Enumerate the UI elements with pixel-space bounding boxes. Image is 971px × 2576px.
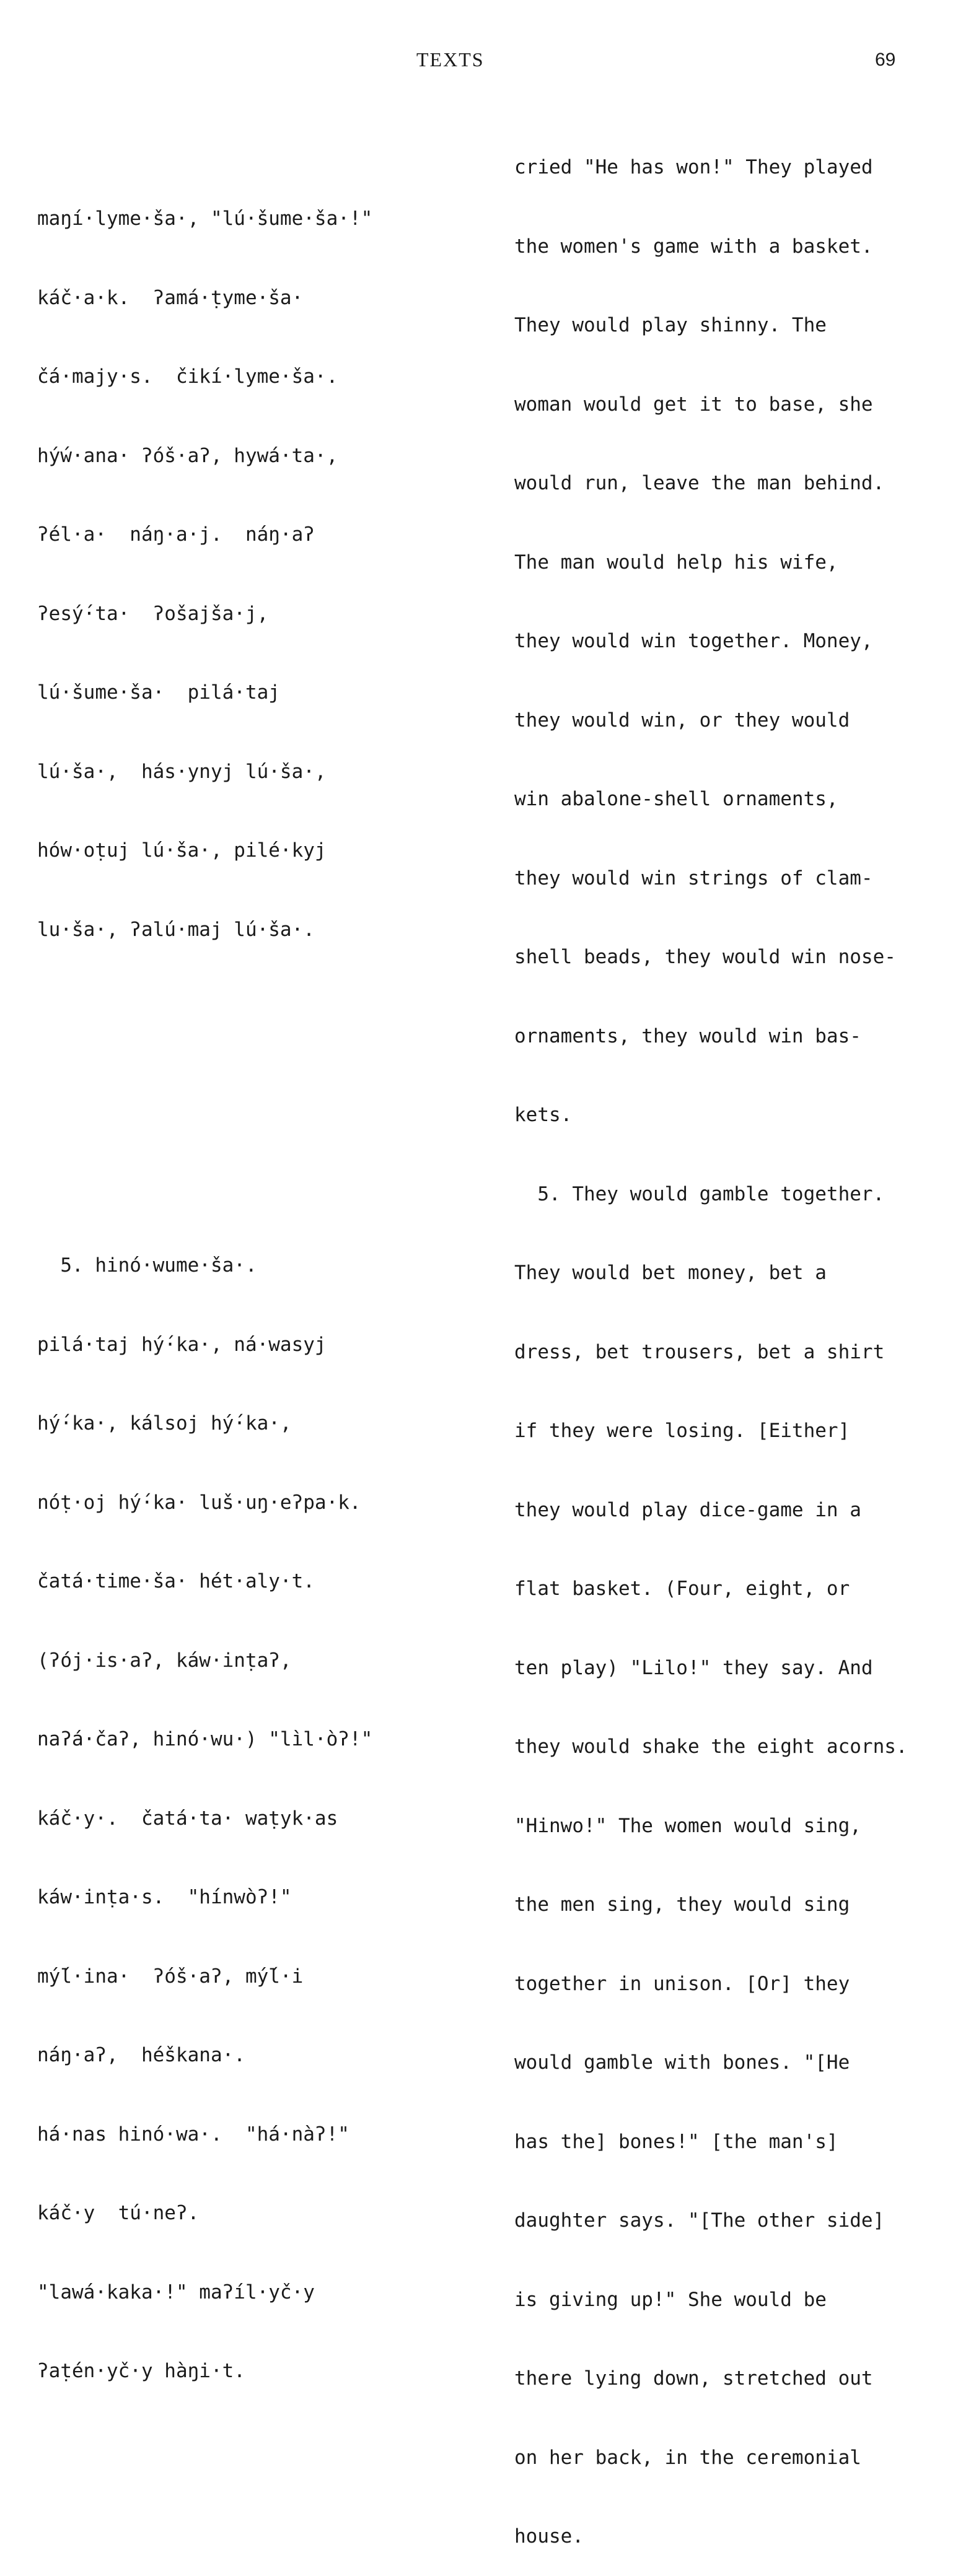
text-line: the men sing, they would sing — [514, 1893, 850, 1916]
text-line: káč·y tú·neʔ. — [37, 2202, 200, 2224]
text-line: nóṭ·oj hý́·ka· luš·uŋ·eʔpa·k. — [37, 1491, 361, 1514]
text-line: together in unison. [Or] they — [514, 1972, 850, 1995]
text-line: lú·ša·, hás·ynyj lú·ša·, — [37, 760, 327, 783]
text-line: naʔá·čaʔ, hinó·wu·) "lìl·òʔ!" — [37, 1728, 373, 1750]
translation-column — [514, 102, 908, 2576]
text-line: ornaments, they would win bas- — [514, 1024, 861, 1047]
text-line: They would play shinny. The — [514, 314, 827, 336]
text-line: ten play) "Lilo!" they say. And — [514, 1656, 873, 1679]
text-line: hý́·ka·, kálsoj hý́·ka·, — [37, 1412, 292, 1434]
text-line: cried "He has won!" They played — [514, 156, 873, 178]
text-line: káč·a·k. ʔamá·ṭyme·ša· — [37, 286, 304, 309]
text-line: (ʔój·is·aʔ, káw·inṭaʔ, — [37, 1649, 292, 1672]
text-line: hý́w·ana· ʔóš·aʔ, hywá·ta·, — [37, 444, 338, 467]
text-line: would gamble with bones. "[He — [514, 2051, 850, 2074]
text-line: they would win, or they would — [514, 709, 850, 731]
text-line: they would win strings of clam- — [514, 867, 873, 889]
text-line: hów·oṭuj lú·ša·, pilé·kyj — [37, 839, 327, 862]
text-line: they would win together. Money, — [514, 630, 873, 652]
text-line: mý́l·ina· ʔóš·aʔ, mý́l·i — [37, 1965, 304, 1988]
page-number: 69 — [875, 50, 896, 70]
text-line: čá·majy·s. čikí·lyme·ša·. — [37, 365, 338, 388]
native-text-column — [37, 100, 372, 2463]
running-title: TEXTS — [416, 48, 485, 71]
text-line: woman would get it to base, she — [514, 393, 873, 416]
text-line: čatá·time·ša· hét·aly·t. — [37, 1570, 315, 1592]
text-line: there lying down, stretched out — [514, 2367, 873, 2390]
text-line: has the] bones!" [the man's] — [514, 2130, 838, 2153]
text-line: 5. hinó·wume·ša·. — [37, 1254, 257, 1277]
text-line: house. — [514, 2525, 584, 2548]
text-line: há·nas hinó·wa·. "há·nàʔ!" — [37, 2123, 349, 2146]
text-line: win abalone-shell ornaments, — [514, 788, 838, 810]
text-line: shell beads, they would win nose- — [514, 946, 896, 968]
text-line: is giving up!" She would be — [514, 2288, 827, 2311]
text-line: náŋ·aʔ, héškana·. — [37, 2044, 245, 2066]
text-line: flat basket. (Four, eight, or — [514, 1578, 850, 1600]
text-line: on her back, in the ceremonial — [514, 2446, 861, 2469]
text-line: maŋí·lyme·ša·, "lú·šume·ša·!" — [37, 207, 373, 230]
text-line: they would shake the eight acorns. — [514, 1736, 908, 1758]
text-line: The man would help his wife, — [514, 551, 838, 574]
native-text-block-2 — [37, 1200, 372, 2437]
native-text-block-1 — [37, 153, 372, 995]
text-line: kets. — [514, 1104, 573, 1126]
text-line: lu·ša·, ʔalú·maj lú·ša·. — [37, 918, 315, 941]
paragraph-gap — [37, 1048, 372, 1147]
text-line: káw·inṭa·s. "hínwòʔ!" — [37, 1886, 292, 1908]
text-line: lú·šume·ša· pilá·taj — [37, 681, 280, 704]
text-line: ʔél·a· náŋ·a·j. náŋ·aʔ — [37, 523, 315, 546]
text-line: the women's game with a basket. — [514, 235, 873, 258]
text-line: 5. They would gamble together. — [514, 1182, 885, 1205]
text-line: daughter says. "[The other side] — [514, 2209, 885, 2232]
text-line: ʔaṭén·yč·y hàŋi·t. — [37, 2360, 245, 2382]
text-line: "Hinwo!" The women would sing, — [514, 1814, 861, 1837]
text-line: dress, bet trousers, bet a shirt — [514, 1340, 885, 1363]
text-line: ʔesý́·ta· ʔošajša·j, — [37, 602, 269, 625]
text-line: They would bet money, bet a — [514, 1262, 827, 1284]
text-line: if they were losing. [Either] — [514, 1420, 850, 1442]
text-line: "lawá·kaka·!" maʔíl·yč·y — [37, 2281, 315, 2303]
text-line: they would play dice-game in a — [514, 1498, 861, 1521]
text-line: pilá·taj hý́·ka·, ná·wasyj — [37, 1333, 327, 1356]
text-line: would run, leave the man behind. — [514, 472, 885, 494]
text-line: káč·y·. čatá·ta· waṭyk·as — [37, 1807, 338, 1830]
